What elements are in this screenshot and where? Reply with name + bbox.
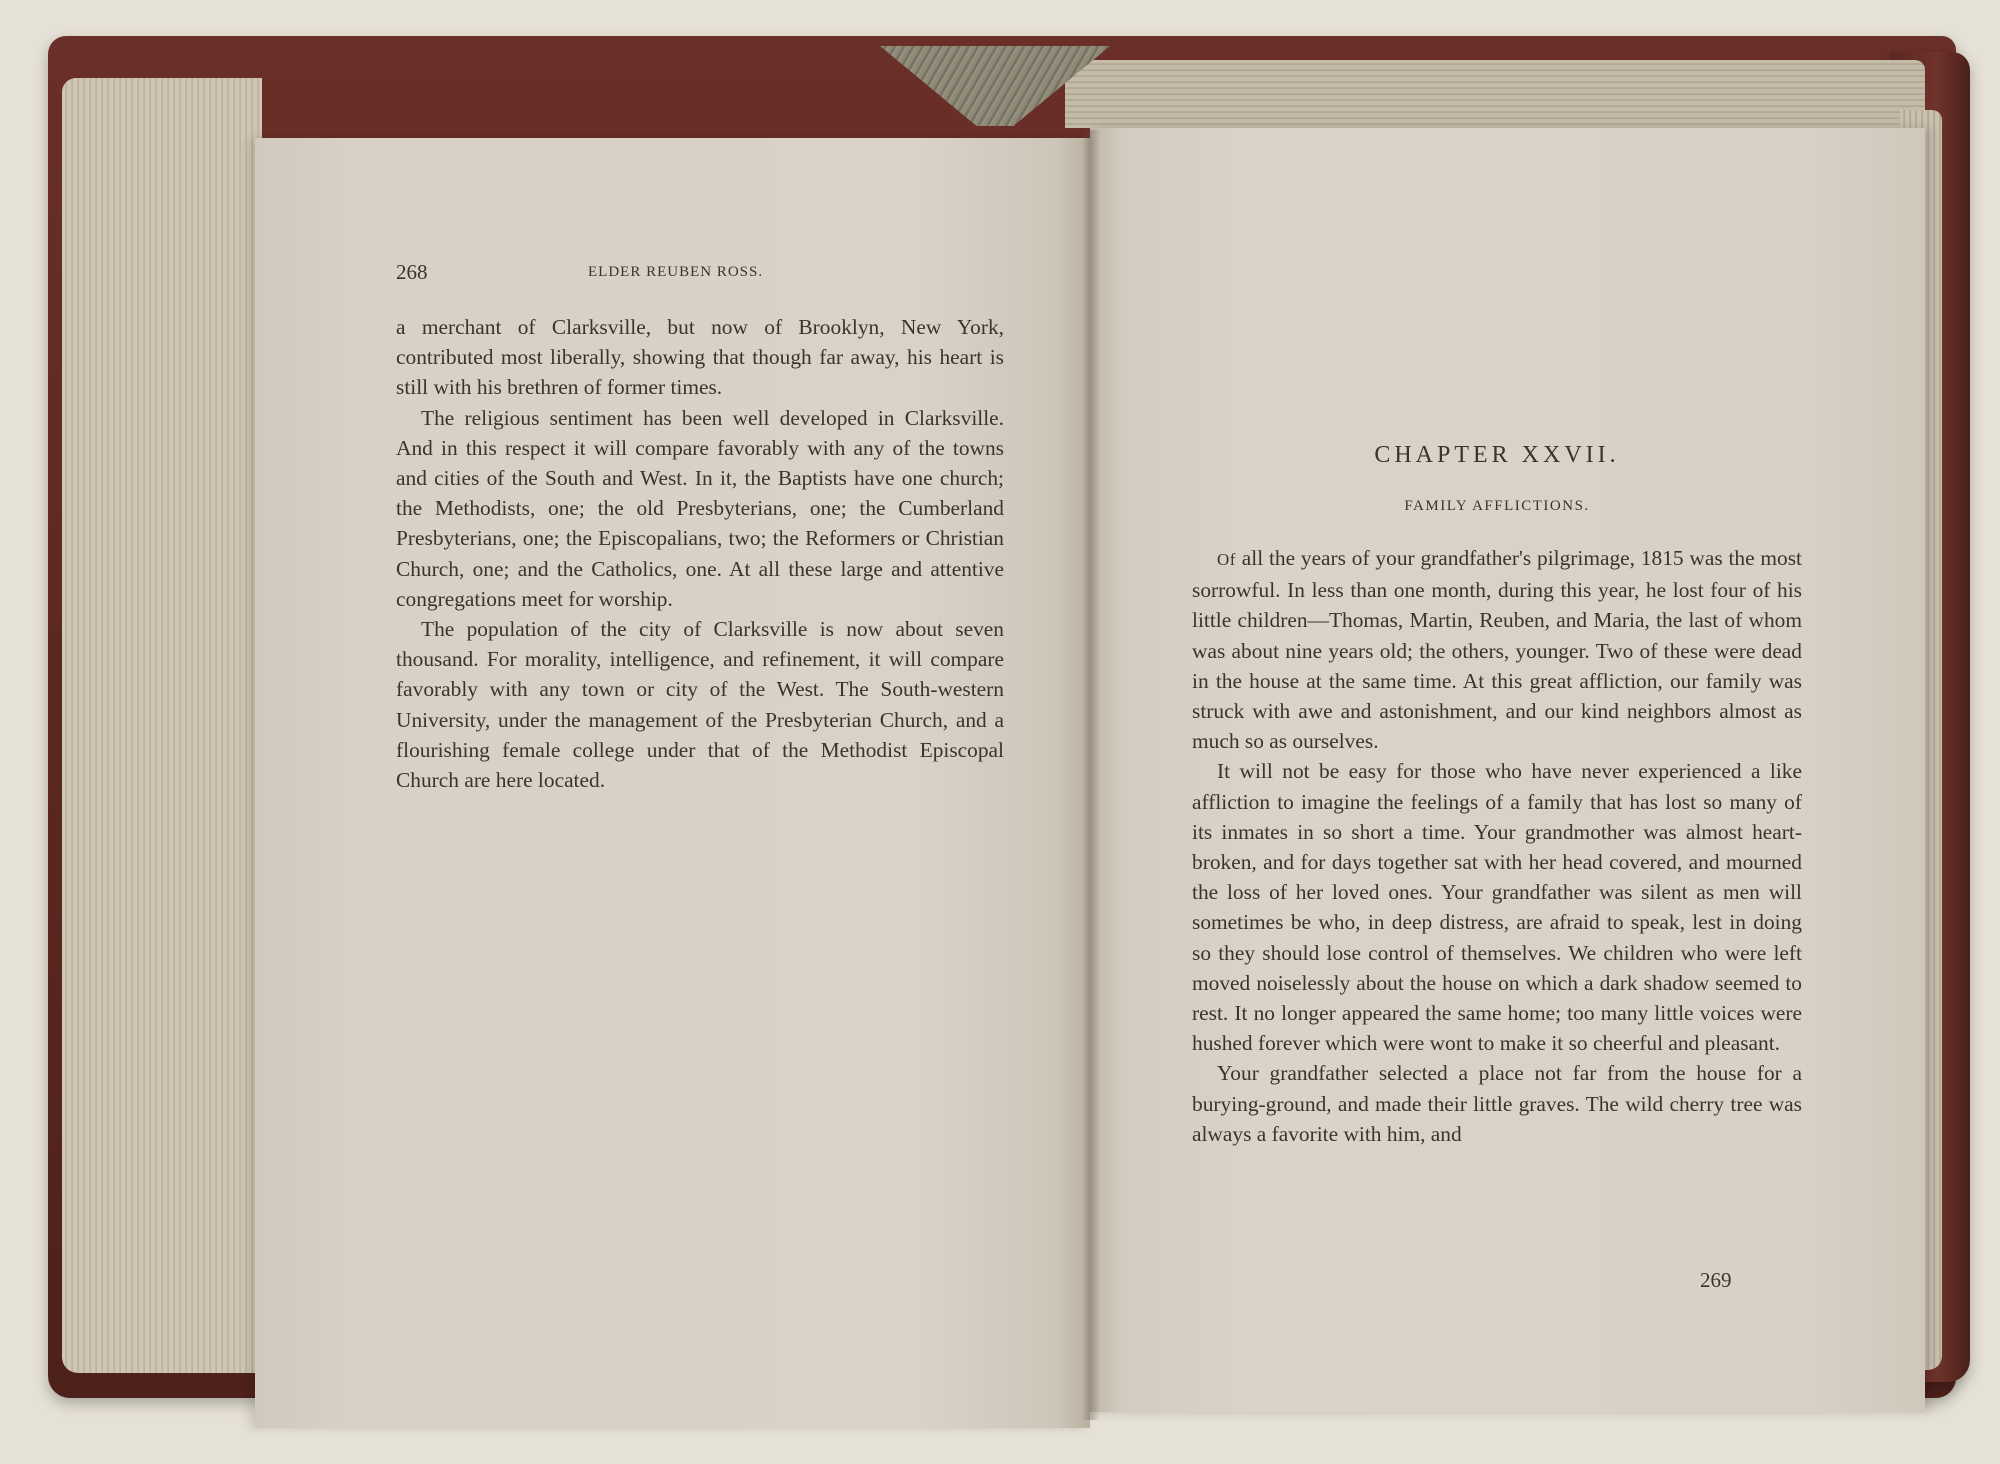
paragraph [1192,543,1802,756]
top-page-stack [1065,60,1925,128]
paragraph: The population of the city of Clarksville is now about seven thousand. For morality, intelligence, and refinement, it will compare favorably with any town or city of the West. The South-western University, under the management of the Presbyterian Church, and a flourishing female college under that of the Methodist Episcopal Church are here located. [396,617,1004,793]
paragraph: Your grandfather selected a place not far from the house for a burying-ground, and made their little graves. The wild cherry tree was always a favorite with him, and [1192,1061,1802,1146]
left-page-header [396,260,1004,290]
paragraph: The religious sentiment has been well developed in Clarksville. And in this respect it will compare favorably with any of the towns and cities of the South and West. In it, the Baptists have one church; the Methodists, one; the old Presbyterians, one; the Cumberland Presbyterians, one; the Episcopalians, two; the Reformers or Christian Church, one; and the Catholics, one. At all these large and attentive congregations meet for worship. [396,405,1004,611]
dropcap-word: Of [1217,550,1236,569]
paragraph: It will not be easy for those who have never experienced a like affliction to imagine the feelings of a family that has lost so many of its inmates in so short a time. Your grandmother was almost heart-broken, and for days together sat with her head covered, and mourned the loss of her loved ones. Your grandfather was silent as men will sometimes be who, in deep distress, are afraid to speak, lest in doing so they should lose control of themselves. We children who were left moved noiselessly about the house on which a dark shadow seemed to rest. It no longer appeared the same home; too many little voices were hushed forever which were wont to make it so cheerful and pleasant. [1192,759,1802,1056]
book-gutter [1082,130,1100,1420]
chapter-subtitle: FAMILY AFFLICTIONS. [1404,498,1590,514]
right-page-body [1192,543,1802,1149]
running-head: ELDER REUBEN ROSS. [588,264,764,280]
paragraph: a merchant of Clarksville, but now of Brooklyn, New York, contributed most liberally, showing that though far away, his heart is still with his brethren of former times. [396,315,1004,400]
page-number-right: 269 [1700,1268,1732,1292]
paragraph-text: all the years of your grandfather's pilgrimage, 1815 was the most sorrowful. In less than one month, during this year, he lost four of his little children—Thomas, Martin, Reuben, and Maria, the last of whom was about nine years old; the others, younger. Two of these were dead in the house at the same time. At this great affliction, our family was struck with awe and astonishment, and our kind neighbors almost as much so as ourselves. [1192,546,1802,754]
page-number-left: 268 [396,260,428,284]
left-page-body [396,312,1004,795]
left-page-stack [62,78,262,1373]
chapter-title: CHAPTER XXVII. [1374,442,1620,468]
